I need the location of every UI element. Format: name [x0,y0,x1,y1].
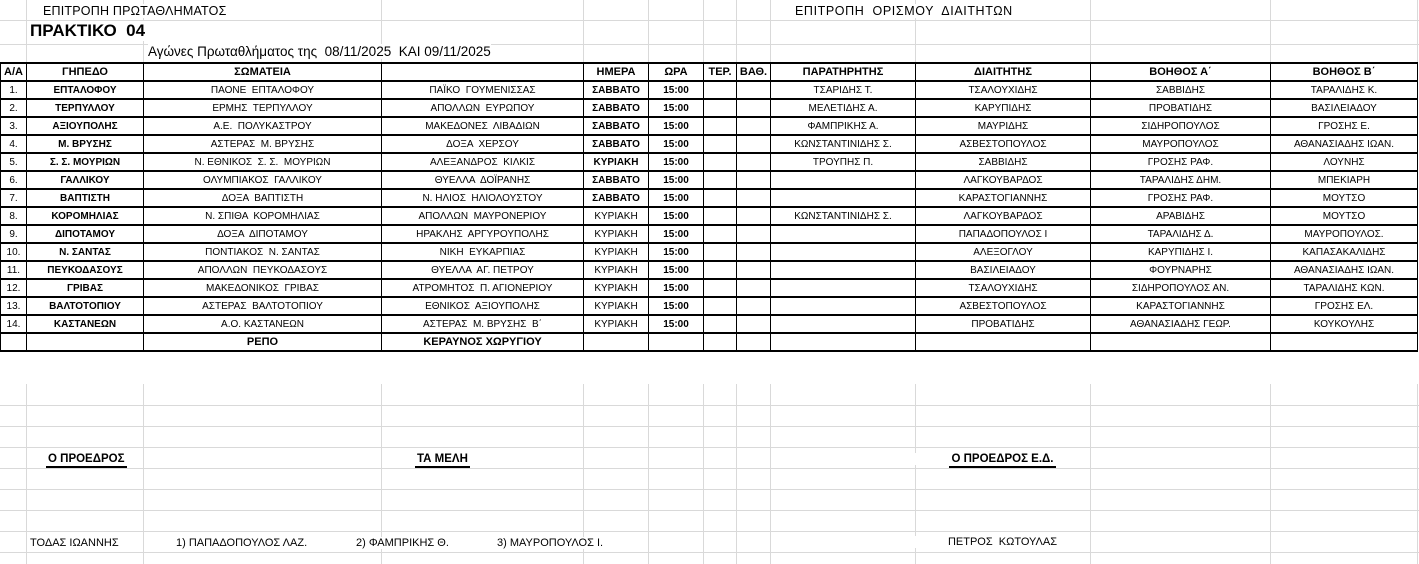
away-team-cell: ΑΣΤΕΡΑΣ Μ. ΒΡΥΣΗΣ Β΄ [382,315,584,333]
header-day: ΗΜΕΡΑ [584,63,649,81]
home-team-cell: ΟΛΥΜΠΙΑΚΟΣ ΓΑΛΛΙΚΟΥ [144,171,382,189]
table-row [1,279,1418,297]
row-number: 11. [1,261,27,279]
assistant-b-cell: ΒΑΣΙΛΕΙΑΔΟΥ [1271,99,1418,117]
day-cell: ΚΥΡΙΑΚΗ [584,243,649,261]
venue-cell: Μ. ΒΡΥΣΗΣ [27,135,144,153]
ter-cell [704,243,737,261]
header-observer: ΠΑΡΑΤΗΡΗΤΗΣ [771,63,916,81]
header-referee: ΔΙΑΙΤΗΤΗΣ [916,63,1091,81]
venue-cell: ΒΑΠΤΙΣΤΗ [27,189,144,207]
members-label: ΤΑ ΜΕΛΗ [415,453,470,468]
assistant-a-cell: ΤΑΡΑΛΙΔΗΣ Δ. [1091,225,1271,243]
away-team-cell: ΘΥΕΛΛΑ ΑΓ. ΠΕΤΡΟΥ [382,261,584,279]
time-cell: 15:00 [649,189,704,207]
time-cell: 15:00 [649,81,704,99]
table-row [1,99,1418,117]
row-number: 14. [1,315,27,333]
ter-cell [704,81,737,99]
home-team-cell: ΑΣΤΕΡΑΣ Μ. ΒΡΥΣΗΣ [144,135,382,153]
day-cell: ΣΑΒΒΑΤΟ [584,189,649,207]
assistant-b-cell: ΜΑΥΡΟΠΟΥΛΟΣ. [1271,225,1418,243]
observer-cell [771,315,916,333]
matches-tbody [1,81,1418,351]
president-ed-label-text: Ο ΠΡΟΕΔΡΟΣ Ε.Δ. [949,453,1055,468]
ter-cell [704,297,737,315]
day-cell: ΚΥΡΙΑΚΗ [584,153,649,171]
home-team-cell: ΔΟΞΑ ΒΑΠΤΙΣΤΗ [144,189,382,207]
vath-cell [737,279,771,297]
assistant-a-cell: ΚΑΡΥΠΙΔΗΣ Ι. [1091,243,1271,261]
assistant-b-cell: ΜΟΥΤΣΟ [1271,207,1418,225]
vath-cell [737,171,771,189]
president-label: Ο ΠΡΟΕΔΡΟΣ [46,453,127,468]
ter-cell [704,135,737,153]
home-team-cell: ΡΕΠΟ [144,333,382,351]
away-team-cell: ΘΥΕΛΛΑ ΔΟΪΡΑΝΗΣ [382,171,584,189]
matchday-subtitle: Αγώνες Πρωταθλήματος της 08/11/2025 ΚΑΙ 09/11/2025 [148,44,491,59]
assistant-a-cell: ΓΡΟΣΗΣ ΡΑΦ. [1091,189,1271,207]
away-team-cell: ΑΠΟΛΛΩΝ ΜΑΥΡΟΝΕΡΙΟΥ [382,207,584,225]
referee-cell: ΠΡΟΒΑΤΙΔΗΣ [916,315,1091,333]
day-cell: ΣΑΒΒΑΤΟ [584,81,649,99]
ter-cell [704,171,737,189]
header-vath: ΒΑΘ. [737,63,771,81]
ter-cell [704,315,737,333]
header-ter: ΤΕΡ. [704,63,737,81]
row-number: 1. [1,81,27,99]
time-cell: 15:00 [649,171,704,189]
table-row [1,117,1418,135]
time-cell [649,333,704,351]
table-row [1,243,1418,261]
table-row [1,207,1418,225]
vath-cell [737,189,771,207]
vath-cell [737,297,771,315]
ter-cell [704,117,737,135]
referee-cell: ΚΑΡΥΠΙΔΗΣ [916,99,1091,117]
observer-cell [771,261,916,279]
time-cell: 15:00 [649,243,704,261]
member-3-name: 3) ΜΑΥΡΟΠΟΥΛΟΣ Ι. [497,537,604,549]
assistant-b-cell: ΑΘΑΝΑΣΙΑΔΗΣ ΙΩΑΝ. [1271,135,1418,153]
observer-cell: ΤΣΑΡΙΔΗΣ Τ. [771,81,916,99]
vath-cell [737,153,771,171]
row-number: 12. [1,279,27,297]
observer-cell [771,279,916,297]
vath-cell [737,261,771,279]
time-cell: 15:00 [649,135,704,153]
venue-cell: Ν. ΣΑΝΤΑΣ [27,243,144,261]
referee-cell: ΤΣΑΛΟΥΧΙΔΗΣ [916,279,1091,297]
referee-cell: ΠΑΠΑΔΟΠΟΥΛΟΣ Ι [916,225,1091,243]
assistant-a-cell: ΠΡΟΒΑΤΙΔΗΣ [1091,99,1271,117]
gridline [648,0,649,62]
day-cell: ΣΑΒΒΑΤΟ [584,135,649,153]
referee-cell: ΤΣΑΛΟΥΧΙΔΗΣ [916,81,1091,99]
day-cell [584,333,649,351]
time-cell: 15:00 [649,153,704,171]
away-team-cell: ΝΙΚΗ ΕΥΚΑΡΠΙΑΣ [382,243,584,261]
gridline [1417,0,1418,62]
assistant-b-cell: ΛΟΥΝΗΣ [1271,153,1418,171]
gridline [26,0,27,62]
ter-cell [704,207,737,225]
committee-right-title: ΕΠΙΤΡΟΠΗ ΟΡΙΣΜΟΥ ΔΙΑΙΤΗΤΩΝ [795,4,1013,18]
assistant-a-cell: ΓΡΟΣΗΣ ΡΑΦ. [1091,153,1271,171]
time-cell: 15:00 [649,99,704,117]
ter-cell [704,189,737,207]
home-team-cell: Α.Ο. ΚΑΣΤΑΝΕΩΝ [144,315,382,333]
header-num: Α/Α [1,63,27,81]
row-number: 6. [1,171,27,189]
assistant-a-cell: ΚΑΡΑΣΤΟΓΙΑΝΝΗΣ [1091,297,1271,315]
vath-cell [737,225,771,243]
ter-cell [704,279,737,297]
committee-left-title: ΕΠΙΤΡΟΠΗ ΠΡΩΤΑΘΛΗΜΑΤΟΣ [43,4,227,18]
assistant-a-cell [1091,333,1271,351]
venue-cell: Σ. Σ. ΜΟΥΡΙΩΝ [27,153,144,171]
referee-cell: ΑΣΒΕΣΤΟΠΟΥΛΟΣ [916,297,1091,315]
assistant-b-cell: ΚΟΥΚΟΥΛΗΣ [1271,315,1418,333]
assistant-b-cell: ΓΡΟΣΗΣ ΕΛ. [1271,297,1418,315]
home-team-cell: ΑΣΤΕΡΑΣ ΒΑΛΤΟΤΟΠΙΟΥ [144,297,382,315]
away-team-cell: Ν. ΗΛΙΟΣ ΗΛΙΟΛΟΥΣΤΟΥ [382,189,584,207]
away-team-cell: ΕΘΝΙΚΟΣ ΑΞΙΟΥΠΟΛΗΣ [382,297,584,315]
table-row [1,189,1418,207]
gridline [1270,384,1271,564]
vath-cell [737,81,771,99]
observer-cell [771,333,916,351]
assistant-b-cell: ΑΘΑΝΑΣΙΑΔΗΣ ΙΩΑΝ. [1271,261,1418,279]
venue-cell: ΑΞΙΟΥΠΟΛΗΣ [27,117,144,135]
president-ed-label [915,453,1090,465]
gridline [1090,384,1091,564]
header-assistant-a: ΒΟΗΘΟΣ Α΄ [1091,63,1271,81]
away-team-cell: ΜΑΚΕΔΟΝΕΣ ΛΙΒΑΔΙΩΝ [382,117,584,135]
header-clubs: ΣΩΜΑΤΕΙΑ [144,63,382,81]
away-team-cell: ΠΑΪΚΟ ΓΟΥΜΕΝΙΣΣΑΣ [382,81,584,99]
day-cell: ΣΑΒΒΑΤΟ [584,117,649,135]
gridline [0,510,1419,511]
gridline [0,489,1419,490]
venue-cell: ΚΑΣΤΑΝΕΩΝ [27,315,144,333]
away-team-cell: ΚΕΡΑΥΝΟΣ ΧΩΡΥΓΙΟΥ [382,333,584,351]
table-row [1,135,1418,153]
referee-cell: ΜΑΥΡΙΔΗΣ [916,117,1091,135]
referee-cell: ΒΑΣΙΛΕΙΑΔΟΥ [916,261,1091,279]
home-team-cell: Ν. ΕΘΝΙΚΟΣ Σ. Σ. ΜΟΥΡΙΩΝ [144,153,382,171]
table-row [1,261,1418,279]
assistant-b-cell: ΜΟΥΤΣΟ [1271,189,1418,207]
ter-cell [704,153,737,171]
table-row [1,333,1418,351]
gridline [736,384,737,564]
table-header-row [1,63,1418,81]
assistant-b-cell [1271,333,1418,351]
row-number: 7. [1,189,27,207]
assistant-a-cell: ΑΡΑΒΙΔΗΣ [1091,207,1271,225]
row-number: 13. [1,297,27,315]
venue-cell: ΤΕΡΠΥΛΛΟΥ [27,99,144,117]
row-number: 4. [1,135,27,153]
vath-cell [737,99,771,117]
time-cell: 15:00 [649,261,704,279]
referee-cell: ΛΑΓΚΟΥΒΑΡΔΟΣ [916,207,1091,225]
gridline [0,447,1419,448]
venue-cell [27,333,144,351]
ter-cell [704,225,737,243]
table-row [1,225,1418,243]
member-1-name: 1) ΠΑΠΑΔΟΠΟΥΛΟΣ ΛΑΖ. [176,537,308,549]
member-2-name: 2) ΦΑΜΠΡΙΚΗΣ Θ. [356,537,449,549]
assistant-a-cell: ΣΙΔΗΡΟΠΟΥΛΟΣ [1091,117,1271,135]
gridline [143,384,144,564]
time-cell: 15:00 [649,117,704,135]
away-team-cell: ΗΡΑΚΛΗΣ ΑΡΓΥΡΟΥΠΟΛΗΣ [382,225,584,243]
gridline [770,384,771,564]
venue-cell: ΕΠΤΑΛΟΦΟΥ [27,81,144,99]
home-team-cell: ΠΟΝΤΙΑΚΟΣ Ν. ΣΑΝΤΑΣ [144,243,382,261]
gridline [0,20,1419,21]
assistant-a-cell: ΜΑΥΡΟΠΟΥΛΟΣ [1091,135,1271,153]
gridline [648,384,649,564]
matches-table [0,62,1418,352]
row-number: 5. [1,153,27,171]
observer-cell [771,189,916,207]
gridline [703,384,704,564]
president-name: ΤΟΔΑΣ ΙΩΑΝΝΗΣ [30,537,119,549]
vath-cell [737,117,771,135]
ter-cell [704,99,737,117]
gridline [0,405,1419,406]
venue-cell: ΓΡΙΒΑΣ [27,279,144,297]
vath-cell [737,333,771,351]
assistant-b-cell: ΤΑΡΑΛΙΔΗΣ ΚΩΝ. [1271,279,1418,297]
observer-cell: ΦΑΜΠΡΙΚΗΣ Α. [771,117,916,135]
venue-cell: ΓΑΛΛΙΚΟΥ [27,171,144,189]
home-team-cell: ΑΠΟΛΛΩΝ ΠΕΥΚΟΔΑΣΟΥΣ [144,261,382,279]
home-team-cell: Α.Ε. ΠΟΛΥΚΑΣΤΡΟΥ [144,117,382,135]
venue-cell: ΚΟΡΟΜΗΛΙΑΣ [27,207,144,225]
assistant-b-cell: ΜΠΕΚΙΑΡΗ [1271,171,1418,189]
time-cell: 15:00 [649,279,704,297]
header-time: ΩΡΑ [649,63,704,81]
observer-cell: ΤΡΟΥΠΗΣ Π. [771,153,916,171]
home-team-cell: ΠΑΟΝΕ ΕΠΤΑΛΟΦΟΥ [144,81,382,99]
observer-cell [771,243,916,261]
home-team-cell: ΜΑΚΕΔΟΝΙΚΟΣ ΓΡΙΒΑΣ [144,279,382,297]
time-cell: 15:00 [649,225,704,243]
assistant-b-cell: ΚΑΠΑΣΑΚΑΛΙΔΗΣ [1271,243,1418,261]
table-row [1,171,1418,189]
assistant-b-cell: ΓΡΟΣΗΣ Ε. [1271,117,1418,135]
observer-cell: ΚΩΝΣΤΑΝΤΙΝΙΔΗΣ Σ. [771,135,916,153]
row-number: 10. [1,243,27,261]
away-team-cell: ΑΛΕΞΑΝΔΡΟΣ ΚΙΛΚΙΣ [382,153,584,171]
observer-cell [771,297,916,315]
gridline [1090,0,1091,62]
assistant-a-cell: ΣΙΔΗΡΟΠΟΥΛΟΣ ΑΝ. [1091,279,1271,297]
venue-cell: ΠΕΥΚΟΔΑΣΟΥΣ [27,261,144,279]
day-cell: ΚΥΡΙΑΚΗ [584,279,649,297]
row-number: 8. [1,207,27,225]
header-clubs-away [382,63,584,81]
row-number: 2. [1,99,27,117]
day-cell: ΚΥΡΙΑΚΗ [584,261,649,279]
time-cell: 15:00 [649,315,704,333]
table-row [1,81,1418,99]
gridline [0,468,1419,469]
vath-cell [737,315,771,333]
gridline [1270,0,1271,62]
away-team-cell: ΔΟΞΑ ΧΕΡΣΟΥ [382,135,584,153]
header-venue: ΓΗΠΕΔΟ [27,63,144,81]
away-team-cell: ΑΤΡΟΜΗΤΟΣ Π. ΑΓΙΟΝΕΡΙΟΥ [382,279,584,297]
row-number: 3. [1,117,27,135]
observer-cell [771,225,916,243]
day-cell: ΣΑΒΒΑΤΟ [584,171,649,189]
day-cell: ΣΑΒΒΑΤΟ [584,99,649,117]
observer-cell [771,171,916,189]
gridline [703,0,704,62]
assistant-a-cell: ΣΑΒΒΙΔΗΣ [1091,81,1271,99]
observer-cell: ΚΩΝΣΤΑΝΤΙΝΙΔΗΣ Σ. [771,207,916,225]
day-cell: ΚΥΡΙΑΚΗ [584,297,649,315]
away-team-cell: ΑΠΟΛΛΩΝ ΕΥΡΩΠΟΥ [382,99,584,117]
table-row [1,153,1418,171]
home-team-cell: ΔΟΞΑ ΔΙΠΟΤΑΜΟΥ [144,225,382,243]
table-row [1,315,1418,333]
header-assistant-b: ΒΟΗΘΟΣ Β΄ [1271,63,1418,81]
referee-cell: ΣΑΒΒΙΔΗΣ [916,153,1091,171]
assistant-b-cell: ΤΑΡΑΛΙΔΗΣ Κ. [1271,81,1418,99]
gridline [26,384,27,564]
observer-cell: ΜΕΛΕΤΙΔΗΣ Α. [771,99,916,117]
referee-cell: ΚΑΡΑΣΤΟΓΙΑΝΝΗΣ [916,189,1091,207]
assistant-a-cell: ΑΘΑΝΑΣΙΑΔΗΣ ΓΕΩΡ. [1091,315,1271,333]
venue-cell: ΒΑΛΤΟΤΟΠΙΟΥ [27,297,144,315]
time-cell: 15:00 [649,207,704,225]
praktiko-title: ΠΡΑΚΤΙΚΟ 04 [30,21,146,40]
assistant-a-cell: ΤΑΡΑΛΙΔΗΣ ΔΗΜ. [1091,171,1271,189]
assistant-a-cell: ΦΟΥΡΝΑΡΗΣ [1091,261,1271,279]
row-number [1,333,27,351]
gridline [770,0,771,62]
gridline [0,531,1419,532]
referee-cell: ΑΣΒΕΣΤΟΠΟΥΛΟΣ [916,135,1091,153]
referee-cell: ΑΛΕΞΟΓΛΟΥ [916,243,1091,261]
home-team-cell: Ν. ΣΠΙΘΑ ΚΟΡΟΜΗΛΙΑΣ [144,207,382,225]
home-team-cell: ΕΡΜΗΣ ΤΕΡΠΥΛΛΟΥ [144,99,382,117]
day-cell: ΚΥΡΙΑΚΗ [584,315,649,333]
table-row [1,297,1418,315]
vath-cell [737,135,771,153]
time-cell: 15:00 [649,297,704,315]
venue-cell: ΔΙΠΟΤΑΜΟΥ [27,225,144,243]
gridline [0,552,1419,553]
gridline [0,426,1419,427]
ter-cell [704,261,737,279]
ter-cell [704,333,737,351]
day-cell: ΚΥΡΙΑΚΗ [584,225,649,243]
day-cell: ΚΥΡΙΑΚΗ [584,207,649,225]
gridline [583,0,584,62]
gridline [736,0,737,62]
referee-cell: ΛΑΓΚΟΥΒΑΡΔΟΣ [916,171,1091,189]
gridline [1417,384,1418,564]
referee-cell [916,333,1091,351]
vath-cell [737,243,771,261]
vath-cell [737,207,771,225]
row-number: 9. [1,225,27,243]
president-ed-name: ΠΕΤΡΟΣ ΚΩΤΟΥΛΑΣ [915,536,1090,548]
